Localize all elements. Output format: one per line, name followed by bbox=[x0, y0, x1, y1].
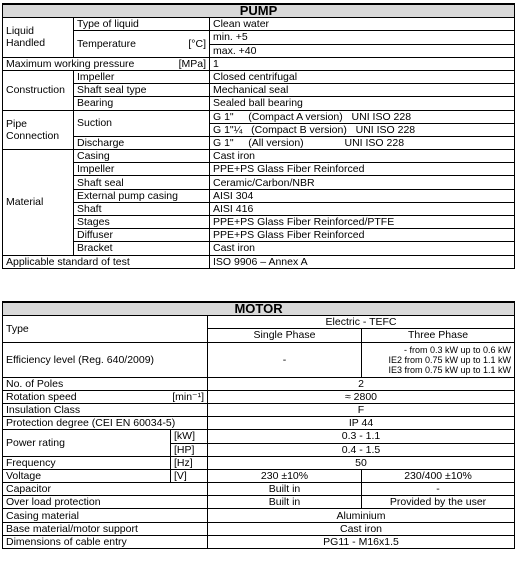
shaft-seal-label: Shaft seal bbox=[74, 176, 210, 189]
suction-value-b: G 1"¼ (Compact B version) UNI ISO 228 bbox=[210, 123, 515, 136]
frequency-value: 50 bbox=[208, 456, 515, 469]
efficiency-single: - bbox=[208, 342, 362, 377]
shaft-seal-type-value: Mechanical seal bbox=[210, 84, 515, 97]
power-kw-unit: [kW] bbox=[171, 430, 208, 443]
motor-title: MOTOR bbox=[3, 302, 515, 316]
max-pressure-label: Maximum working pressure bbox=[6, 57, 135, 70]
casing-value: Cast iron bbox=[210, 150, 515, 163]
material-impeller-value: PPE+PS Glass Fiber Reinforced bbox=[210, 163, 515, 176]
overload-single: Built in bbox=[208, 496, 362, 509]
efficiency-line-2: IE2 from 0.75 kW up to 1.1 kW bbox=[388, 354, 512, 365]
type-of-liquid-label: Type of liquid bbox=[74, 18, 210, 31]
power-kw-value: 0.3 - 1.1 bbox=[208, 430, 515, 443]
temperature-unit: [°C] bbox=[188, 38, 206, 51]
suction-label: Suction bbox=[74, 110, 210, 136]
material-label: Material bbox=[3, 150, 74, 256]
insulation-label: Insulation Class bbox=[3, 403, 208, 416]
voltage-three: 230/400 ±10% bbox=[362, 469, 515, 482]
overload-label: Over load protection bbox=[3, 496, 208, 509]
material-impeller-label: Impeller bbox=[74, 163, 210, 176]
shaft-label: Shaft bbox=[74, 202, 210, 215]
temperature-max: max. +40 bbox=[210, 44, 515, 57]
standard-label: Applicable standard of test bbox=[3, 255, 210, 268]
diffuser-value: PPE+PS Glass Fiber Reinforced bbox=[210, 229, 515, 242]
base-material-label: Base material/motor support bbox=[3, 522, 208, 535]
max-pressure-cell bbox=[3, 57, 210, 70]
external-casing-value: AISI 304 bbox=[210, 189, 515, 202]
poles-value: 2 bbox=[208, 377, 515, 390]
impeller-value: Closed centrifugal bbox=[210, 70, 515, 83]
poles-label: No. of Poles bbox=[3, 377, 208, 390]
speed-value: ≈ 2800 bbox=[208, 390, 515, 403]
max-pressure-unit: [MPa] bbox=[178, 57, 206, 70]
max-pressure-value: 1 bbox=[210, 57, 515, 70]
stages-value: PPE+PS Glass Fiber Reinforced/PTFE bbox=[210, 216, 515, 229]
temperature-min: min. +5 bbox=[210, 31, 515, 44]
temperature-label: Temperature bbox=[77, 38, 136, 51]
temperature-cell bbox=[74, 31, 210, 57]
bracket-value: Cast iron bbox=[210, 242, 515, 255]
shaft-seal-value: Ceramic/Carbon/NBR bbox=[210, 176, 515, 189]
discharge-value: G 1" (All version) UNI ISO 228 bbox=[210, 136, 515, 149]
speed-label: Rotation speed bbox=[6, 390, 77, 403]
casing-material-label: Casing material bbox=[3, 509, 208, 522]
efficiency-three bbox=[362, 342, 515, 377]
suction-value-a: G 1" (Compact A version) UNI ISO 228 bbox=[210, 110, 515, 123]
frequency-label: Frequency bbox=[3, 456, 171, 469]
bracket-label: Bracket bbox=[74, 242, 210, 255]
capacitor-label: Capacitor bbox=[3, 483, 208, 496]
pipe-connection-label: Pipe Connection bbox=[3, 110, 74, 150]
discharge-label: Discharge bbox=[74, 136, 210, 149]
efficiency-label: Efficiency level (Reg. 640/2009) bbox=[3, 342, 208, 377]
protection-label: Protection degree (CEI EN 60034-5) bbox=[3, 417, 208, 430]
pump-table bbox=[2, 3, 515, 269]
voltage-single: 230 ±10% bbox=[208, 469, 362, 482]
power-label: Power rating bbox=[3, 430, 171, 456]
bearing-value: Sealed ball bearing bbox=[210, 97, 515, 110]
liquid-handled-label: Liquid Handled bbox=[3, 18, 74, 58]
external-casing-label: External pump casing bbox=[74, 189, 210, 202]
overload-three: Provided by the user bbox=[362, 496, 515, 509]
motor-table bbox=[2, 301, 515, 549]
power-hp-value: 0.4 - 1.5 bbox=[208, 443, 515, 456]
cable-entry-label: Dimensions of cable entry bbox=[3, 535, 208, 548]
three-phase-header: Three Phase bbox=[362, 329, 515, 342]
standard-value: ISO 9906 – Annex A bbox=[210, 255, 515, 268]
insulation-value: F bbox=[208, 403, 515, 416]
construction-label: Construction bbox=[3, 70, 74, 110]
casing-label: Casing bbox=[74, 150, 210, 163]
type-label: Type bbox=[3, 316, 208, 342]
frequency-unit: [Hz] bbox=[171, 456, 208, 469]
casing-material-value: Aluminium bbox=[208, 509, 515, 522]
type-of-liquid-value: Clean water bbox=[210, 18, 515, 31]
voltage-unit: [V] bbox=[171, 469, 208, 482]
shaft-seal-type-label: Shaft seal type bbox=[74, 84, 210, 97]
protection-value: IP 44 bbox=[208, 417, 515, 430]
pump-title: PUMP bbox=[3, 4, 515, 18]
diffuser-label: Diffuser bbox=[74, 229, 210, 242]
power-hp-unit: [HP] bbox=[171, 443, 208, 456]
impeller-label: Impeller bbox=[74, 70, 210, 83]
single-phase-header: Single Phase bbox=[208, 329, 362, 342]
bearing-label: Bearing bbox=[74, 97, 210, 110]
capacitor-three: - bbox=[362, 483, 515, 496]
speed-cell bbox=[3, 390, 208, 403]
base-material-value: Cast iron bbox=[208, 522, 515, 535]
stages-label: Stages bbox=[74, 216, 210, 229]
speed-unit: [min⁻¹] bbox=[172, 390, 204, 403]
efficiency-line-1: - from 0.3 kW up to 0.6 kW bbox=[404, 344, 512, 355]
voltage-label: Voltage bbox=[3, 469, 171, 482]
type-value: Electric - TEFC bbox=[208, 316, 515, 329]
cable-entry-value: PG11 - M16x1.5 bbox=[208, 535, 515, 548]
capacitor-single: Built in bbox=[208, 483, 362, 496]
shaft-value: AISI 416 bbox=[210, 202, 515, 215]
efficiency-line-3: IE3 from 0.75 kW up to 1.1 kW bbox=[388, 364, 512, 375]
